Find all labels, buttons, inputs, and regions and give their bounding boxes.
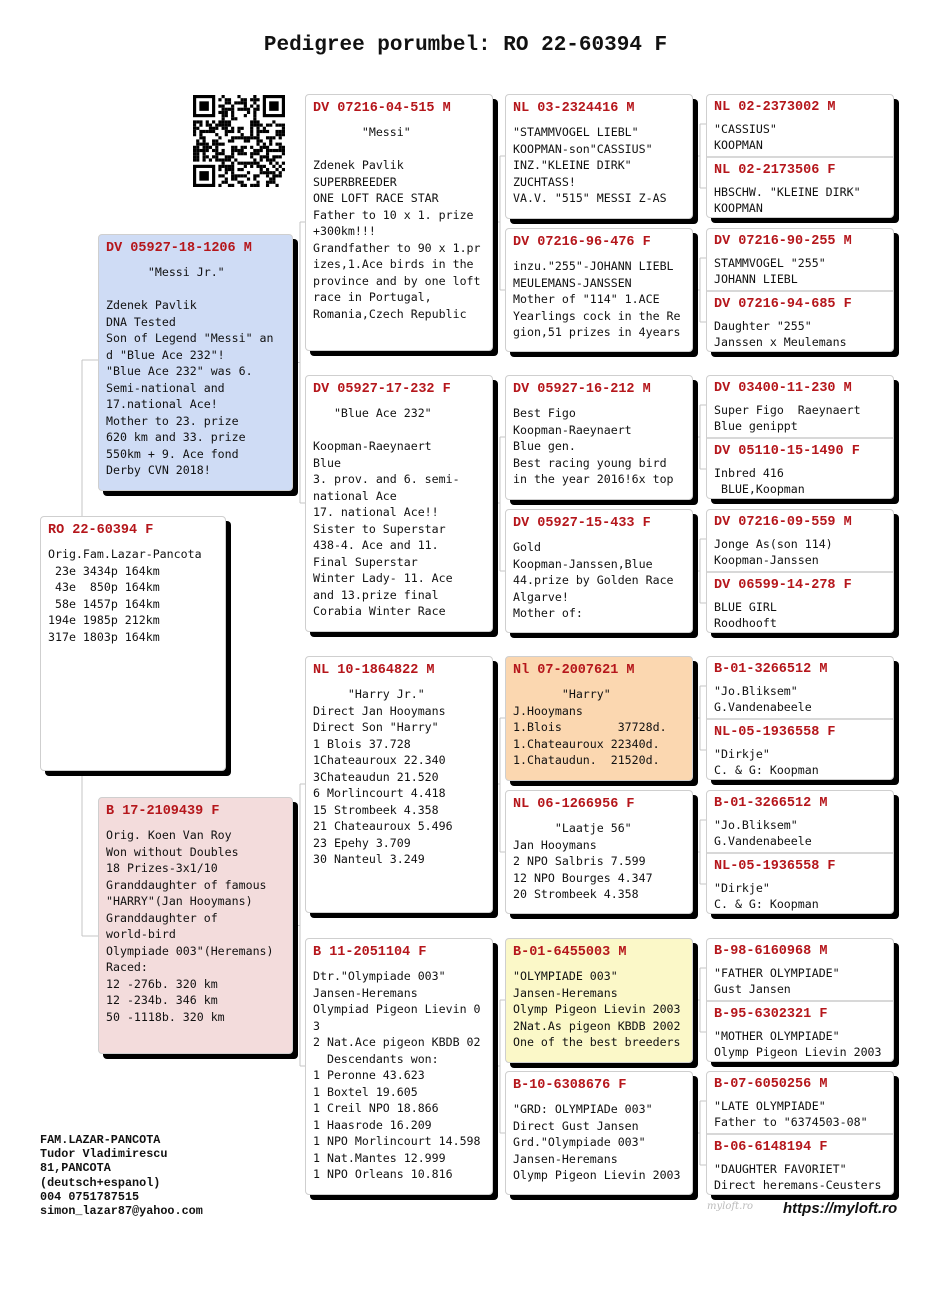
- ring-number: DV 06599-14-278 F: [714, 578, 852, 593]
- pigeon-info-line: "Blue Ace 232" was 6.: [106, 364, 253, 378]
- pigeon-info-line: Yearlings cock in the Re: [513, 308, 681, 323]
- pigeon-info-line: "Jo.Bliksem": [714, 684, 798, 698]
- pigeon-info-line: 12 -234b. 346 km: [106, 993, 218, 1007]
- owner-contact: [40, 1133, 203, 1218]
- ancestor-entry[interactable]: [707, 290, 893, 352]
- pigeon-info-line: Algarve!: [513, 589, 569, 604]
- great-grandparent-card[interactable]: [505, 509, 693, 633]
- pigeon-info-line: "Jo.Bliksem": [714, 818, 798, 832]
- pigeon-info-line: Final Superstar: [313, 554, 418, 569]
- pigeon-info-line: Jansen-Heremans: [513, 985, 618, 1000]
- ring-number: B-98-6160968 M: [714, 944, 828, 959]
- pigeon-info-line: JOHANN LIEBL: [714, 272, 798, 286]
- ring-number: NL-05-1936558 F: [714, 859, 836, 874]
- pigeon-info-line: Olympiade 003"(Heremans): [106, 943, 274, 958]
- pigeon-info-line: 2 NPO Salbris 7.599: [513, 854, 646, 868]
- pigeon-info-line: 20 Strombeek 4.358: [513, 887, 639, 901]
- pigeon-info-line: 194e 1985p 212km: [48, 613, 160, 627]
- pigeon-info-line: "Harry Jr.": [313, 687, 425, 701]
- pigeon-info-line: 3. prov. and 6. semi-: [313, 472, 460, 486]
- pigeon-info-line: Raced:: [106, 960, 148, 974]
- pigeon-info-line: C. & G: Koopman: [714, 763, 819, 777]
- pigeon-info-line: Mother to 23. prize: [106, 413, 239, 428]
- pigeon-info-line: HBSCHW. "KLEINE DIRK": [714, 185, 861, 199]
- pigeon-info-line: and 13.prize final: [313, 587, 439, 602]
- footer-line: FAM.LAZAR-PANCOTA: [40, 1133, 161, 1147]
- footer-line: Tudor Vladimirescu: [40, 1147, 168, 1162]
- pigeon-info-line: national Ace: [313, 488, 397, 503]
- pigeon-info-line: 23e 3434p 164km: [48, 563, 160, 578]
- pigeon-info-line: Gust Jansen: [714, 982, 791, 996]
- pigeon-info-line: Koopman-Janssen: [714, 553, 819, 567]
- pigeon-info-line: Direct Gust Jansen: [513, 1118, 639, 1133]
- ancestor-entry[interactable]: [707, 156, 893, 218]
- pigeon-info-line: Father to "6374503-08": [714, 1115, 868, 1129]
- pigeon-info-line: 1 Blois 37.728: [313, 736, 411, 751]
- ring-number: DV 05927-15-433 F: [513, 516, 651, 531]
- pigeon-info-line: Grandfather to 90 x 1.pr: [313, 240, 481, 255]
- subject-pigeon-card[interactable]: [40, 516, 226, 771]
- pigeon-info-line: 23 Epehy 3.709: [313, 835, 411, 850]
- ancestor-entry[interactable]: [707, 229, 893, 295]
- pigeon-info-line: 3Chateaudun 21.520: [313, 769, 439, 784]
- ring-number: B-06-6148194 F: [714, 1140, 828, 1155]
- pigeon-info-line: inzu."255"-JOHANN LIEBL: [513, 259, 674, 273]
- pigeon-info-line: Blue genippt: [714, 419, 798, 433]
- ancestor-entry[interactable]: [707, 376, 893, 442]
- pigeon-info-line: 18 Prizes-3x1/10: [106, 861, 218, 875]
- pigeon-info-line: 43e 850p 164km: [48, 580, 160, 594]
- page-title: Pedigree porumbel: RO 22-60394 F: [263, 34, 668, 57]
- pigeon-info-line: KOOPMAN: [714, 201, 763, 215]
- pigeon-info-line: "GRD: OLYMPIADe 003": [513, 1102, 653, 1116]
- pigeon-info-line: 44.prize by Golden Race: [513, 573, 674, 587]
- pigeon-info-line: [106, 281, 286, 298]
- pigeon-info-line: 17. national Ace!!: [313, 505, 439, 519]
- ring-number: B-01-6455003 M: [513, 945, 627, 960]
- ancestor-entry[interactable]: [707, 1072, 893, 1138]
- pigeon-info-line: Blue gen.: [513, 439, 576, 453]
- pigeon-info-line: +300km!!!: [313, 224, 376, 238]
- great-great-grandparents-card: [706, 1071, 894, 1195]
- pigeon-info-line: 15 Strombeek 4.358: [313, 802, 439, 817]
- pigeon-info-line: 317e 1803p 164km: [48, 629, 160, 644]
- great-great-grandparents-card: [706, 656, 894, 780]
- pigeon-info-line: 550km + 9. Ace fond: [106, 446, 239, 461]
- pigeon-info-line: Roodhooft: [714, 616, 777, 630]
- footer-line: (deutsch+espanol): [40, 1175, 161, 1190]
- pigeon-info-line: Best racing young bird: [513, 455, 667, 470]
- ring-number: Nl 07-2007621 M: [513, 663, 635, 678]
- pigeon-info-line: "Messi": [313, 125, 411, 139]
- pigeon-info-line: Granddaughter of: [106, 910, 218, 925]
- pigeon-info-line: "Messi Jr.": [106, 265, 225, 279]
- ancestor-entry[interactable]: [707, 1000, 893, 1062]
- pigeon-info-line: DNA Tested: [106, 314, 176, 329]
- dam-card[interactable]: [98, 797, 293, 1054]
- pigeon-info-line: 1Chateauroux 22.340: [313, 753, 446, 767]
- pigeon-info-line: 17.national Ace!: [106, 397, 218, 411]
- pigeon-info-line: BLUE GIRL: [714, 600, 777, 614]
- pigeon-info-line: Father to 10 x 1. prize: [313, 207, 474, 222]
- pigeon-info-line: KOOPMAN: [714, 138, 763, 152]
- footer-line: 81,PANCOTA: [40, 1161, 111, 1176]
- ring-number: DV 05927-18-1206 M: [106, 241, 252, 256]
- pigeon-info-line: "STAMMVOGEL LIEBL": [513, 125, 639, 139]
- pigeon-info-line: Blue: [313, 455, 341, 470]
- pigeon-info-line: "OLYMPIADE 003": [513, 969, 618, 983]
- pigeon-info-line: Super Figo Raeynaert: [714, 403, 861, 417]
- pigeon-info-line: 1 NPO Morlincourt 14.598: [313, 1134, 481, 1148]
- pigeon-info-line: in the year 2016!6x top: [513, 472, 674, 486]
- pigeon-info-line: MEULEMANS-JANSSEN: [513, 275, 632, 290]
- pigeon-info-line: Jan Hooymans: [513, 837, 597, 852]
- pigeon-info-line: world-bird: [106, 927, 176, 941]
- ancestor-entry[interactable]: [707, 1133, 893, 1195]
- pigeon-info-line: Koopman-Raeynaert: [313, 439, 432, 453]
- grandparent-card[interactable]: [305, 94, 493, 351]
- pigeon-info-line: Sister to Superstar: [313, 521, 446, 536]
- ring-number: DV 03400-11-230 M: [714, 381, 852, 396]
- ring-number: B 11-2051104 F: [313, 945, 427, 960]
- pigeon-info-line: 3: [313, 1018, 320, 1033]
- pigeon-info-line: 438-4. Ace and 11.: [313, 538, 439, 552]
- pigeon-info-line: "LATE OLYMPIADE": [714, 1099, 826, 1113]
- pigeon-info-line: "FATHER OLYMPIADE": [714, 966, 840, 980]
- pigeon-info-line: 12 NPO Bourges 4.347: [513, 870, 653, 885]
- ring-number: NL 10-1864822 M: [313, 663, 435, 678]
- pigeon-info-line: Romania,Czech Republic: [313, 306, 467, 321]
- pigeon-info-line: VA.V. "515" MESSI Z-AS: [513, 191, 667, 205]
- ring-number: NL-05-1936558 F: [714, 725, 836, 740]
- pigeon-info-line: 1 NPO Orleans 10.816: [313, 1167, 453, 1181]
- pigeon-info-line: izes,1.Ace birds in the: [313, 257, 474, 271]
- pigeon-info-line: [313, 422, 486, 439]
- pigeon-info-line: "HARRY"(Jan Hooymans): [106, 894, 253, 908]
- grandparent-card[interactable]: [305, 938, 493, 1195]
- pigeon-info-line: Orig. Koen Van Roy: [106, 828, 232, 842]
- ring-number: DV 07216-90-255 M: [714, 234, 852, 249]
- pigeon-info-line: 1 Boxtel 19.605: [313, 1084, 418, 1099]
- pigeon-info-line: One of the best breeders: [513, 1035, 681, 1049]
- pigeon-info-line: C. & G: Koopman: [714, 897, 819, 911]
- great-grandparent-card[interactable]: [505, 790, 693, 914]
- ring-number: B-01-3266512 M: [714, 796, 828, 811]
- ancestor-entry[interactable]: [707, 657, 893, 723]
- ring-number: B-10-6308676 F: [513, 1078, 627, 1093]
- great-grandparent-card[interactable]: [505, 1071, 693, 1195]
- pigeon-info-line: Son of Legend "Messi" an: [106, 331, 274, 345]
- pigeon-info-line: "Dirkje": [714, 747, 770, 761]
- ring-number: DV 07216-04-515 M: [313, 101, 451, 116]
- footer-line: simon_lazar87@yahoo.com: [40, 1204, 203, 1219]
- pigeon-info-line: 12 -276b. 320 km: [106, 976, 218, 991]
- pigeon-info-line: Koopman-Janssen,Blue: [513, 556, 653, 571]
- great-grandparent-card[interactable]: [505, 94, 693, 219]
- pigeon-info-line: 1.Chateauroux 22340d.: [513, 736, 660, 751]
- pigeon-info-line: Dtr."Olympiade 003": [313, 969, 446, 983]
- pigeon-info-line: [313, 141, 486, 158]
- ring-number: DV 07216-96-476 F: [513, 235, 651, 250]
- pigeon-info-line: G.Vandenabeele: [714, 834, 812, 848]
- pigeon-info-line: Daughter "255": [714, 319, 812, 333]
- great-great-grandparents-card: [706, 790, 894, 914]
- grandparent-card[interactable]: [305, 375, 493, 632]
- ring-number: DV 07216-09-559 M: [714, 515, 852, 530]
- pigeon-info-line: 6 Morlincourt 4.418: [313, 786, 446, 800]
- ancestor-entry[interactable]: [707, 718, 893, 780]
- pigeon-info-line: Won without Doubles: [106, 844, 239, 859]
- pigeon-info-line: Winter Lady- 11. Ace: [313, 571, 453, 585]
- pigeon-info-line: SUPERBREEDER: [313, 174, 397, 189]
- pigeon-info-line: "DAUGHTER FAVORIET": [714, 1162, 847, 1176]
- great-great-grandparents-card: [706, 938, 894, 1062]
- sire-card[interactable]: [98, 234, 293, 491]
- pigeon-info-line: J.Hooymans: [513, 703, 583, 718]
- great-grandparent-card[interactable]: [505, 228, 693, 352]
- ring-number: DV 05110-15-1490 F: [714, 444, 860, 459]
- pigeon-info-line: Jansen-Heremans: [513, 1151, 618, 1166]
- great-great-grandparents-card: [706, 228, 894, 352]
- ancestor-entry[interactable]: [707, 510, 893, 576]
- pigeon-info-line: Semi-national and: [106, 380, 225, 395]
- pigeon-info-line: 1 Creil NPO 18.866: [313, 1101, 439, 1115]
- pigeon-info-line: "Dirkje": [714, 881, 770, 895]
- pigeon-info-line: gion,51 prizes in 4years: [513, 325, 681, 339]
- ring-number: NL 02-2373002 M: [714, 100, 836, 115]
- pigeon-info-line: Jonge As(son 114): [714, 537, 833, 551]
- footer-line: 004 0751787515: [40, 1189, 140, 1204]
- pigeon-info-line: Orig.Fam.Lazar-Pancota: [48, 547, 202, 561]
- pigeon-info-line: STAMMVOGEL "255": [714, 256, 826, 270]
- ancestor-entry[interactable]: [707, 95, 893, 161]
- pigeon-info-line: ONE LOFT RACE STAR: [313, 191, 439, 205]
- pigeon-info-line: Granddaughter of famous: [106, 877, 267, 892]
- pigeon-info-line: BLUE,Koopman: [714, 482, 805, 496]
- ring-number: NL 03-2324416 M: [513, 101, 635, 116]
- pigeon-info-line: Olymp Pigeon Lievin 2003: [513, 1168, 681, 1182]
- pigeon-info-line: Zdenek Pavlik: [106, 298, 197, 312]
- ancestor-entry[interactable]: [707, 791, 893, 857]
- grandparent-card[interactable]: [305, 656, 493, 913]
- pigeon-info-line: 1 Peronne 43.623: [313, 1068, 425, 1082]
- great-great-grandparents-card: [706, 509, 894, 633]
- pigeon-info-line: Koopman-Raeynaert: [513, 422, 632, 437]
- pigeon-info-line: Janssen x Meulemans: [714, 335, 847, 349]
- ring-number: NL 02-2173506 F: [714, 163, 836, 178]
- ring-number: DV 05927-17-232 F: [313, 382, 451, 397]
- pigeon-info-line: Direct Jan Hooymans: [313, 703, 446, 718]
- pigeon-info-line: Corabia Winter Race: [313, 604, 446, 618]
- pigeon-info-line: "Blue Ace 232": [313, 406, 432, 420]
- pigeon-info-line: Olymp Pigeon Lievin 2003: [714, 1045, 882, 1059]
- pigeon-info-line: Olymp Pigeon Lievin 2003: [513, 1002, 681, 1016]
- pigeon-info-line: Zdenek Pavlik: [313, 158, 404, 172]
- ring-number: NL 06-1266956 F: [513, 797, 635, 812]
- ring-number: RO 22-60394 F: [48, 523, 154, 538]
- pigeon-info-line: Inbred 416: [714, 466, 784, 480]
- ancestor-entry[interactable]: [707, 437, 893, 499]
- pigeon-info-line: 58e 1457p 164km: [48, 596, 160, 611]
- pigeon-info-line: "Laatje 56": [513, 821, 632, 835]
- pigeon-info-line: Mother of:: [513, 606, 583, 620]
- great-grandparent-card[interactable]: [505, 656, 693, 781]
- ring-number: B-95-6302321 F: [714, 1007, 828, 1022]
- ring-number: B-07-6050256 M: [714, 1077, 828, 1092]
- pigeon-info-line: "MOTHER OLYMPIADE": [714, 1029, 840, 1043]
- pigeon-info-line: Best Figo: [513, 406, 576, 420]
- pigeon-info-line: ZUCHTASS!: [513, 174, 576, 189]
- great-great-grandparents-card: [706, 94, 894, 218]
- ancestor-entry[interactable]: [707, 852, 893, 914]
- pigeon-info-line: 1 Haasrode 16.209: [313, 1117, 432, 1132]
- pigeon-info-line: G.Vandenabeele: [714, 700, 812, 714]
- great-grandparent-card[interactable]: [505, 938, 693, 1063]
- pigeon-info-line: 1.Chataudun. 21520d.: [513, 753, 660, 767]
- ring-number: B-01-3266512 M: [714, 662, 828, 677]
- great-grandparent-card[interactable]: [505, 375, 693, 500]
- pigeon-info-line: Olympiad Pigeon Lievin 0: [313, 1002, 481, 1016]
- pigeon-info-line: 1.Blois 37728d.: [513, 720, 667, 734]
- pigeon-info-line: province and by one loft: [313, 273, 481, 288]
- pigeon-info-line: 30 Nanteul 3.249: [313, 852, 425, 866]
- pigeon-info-line: Gold: [513, 540, 541, 554]
- pigeon-info-line: Grd."Olympiade 003": [513, 1135, 646, 1149]
- pigeon-info-line: Descendants won:: [313, 1051, 439, 1066]
- pigeon-info-line: "CASSIUS": [714, 122, 777, 136]
- ancestor-entry[interactable]: [707, 939, 893, 1005]
- myloft-logo: myloft.ro: [707, 1201, 754, 1212]
- pigeon-info-line: race in Portugal,: [313, 290, 432, 304]
- pigeon-info-line: KOOPMAN-son"CASSIUS": [513, 141, 653, 156]
- ring-number: DV 07216-94-685 F: [714, 297, 852, 312]
- pigeon-info-line: Direct heremans-Ceusters: [714, 1178, 882, 1192]
- pigeon-info-line: d "Blue Ace 232"!: [106, 347, 225, 362]
- pigeon-info-line: Derby CVN 2018!: [106, 463, 211, 477]
- pigeon-info-line: Direct Son "Harry": [313, 720, 439, 734]
- pigeon-info-line: Mother of "114" 1.ACE: [513, 292, 660, 306]
- ring-number: B 17-2109439 F: [106, 804, 220, 819]
- ancestor-entry[interactable]: [707, 571, 893, 633]
- pigeon-info-line: "Harry": [513, 687, 611, 701]
- pigeon-info-line: Jansen-Heremans: [313, 985, 418, 1000]
- ring-number: DV 05927-16-212 M: [513, 382, 651, 397]
- pigeon-info-line: 2Nat.As pigeon KBDB 2002: [513, 1018, 681, 1033]
- great-great-grandparents-card: [706, 375, 894, 499]
- website-link[interactable]: https://myloft.ro: [783, 1200, 898, 1217]
- pigeon-info-line: 2 Nat.Ace pigeon KBDB 02: [313, 1035, 481, 1049]
- pigeon-info-line: 1 Nat.Mantes 12.999: [313, 1150, 446, 1165]
- pigeon-info-line: 620 km and 33. prize: [106, 430, 246, 444]
- pigeon-info-line: INZ."KLEINE DIRK": [513, 158, 632, 172]
- pigeon-info-line: 50 -1118b. 320 km: [106, 1009, 225, 1024]
- pigeon-info-line: 21 Chateauroux 5.496: [313, 819, 453, 833]
